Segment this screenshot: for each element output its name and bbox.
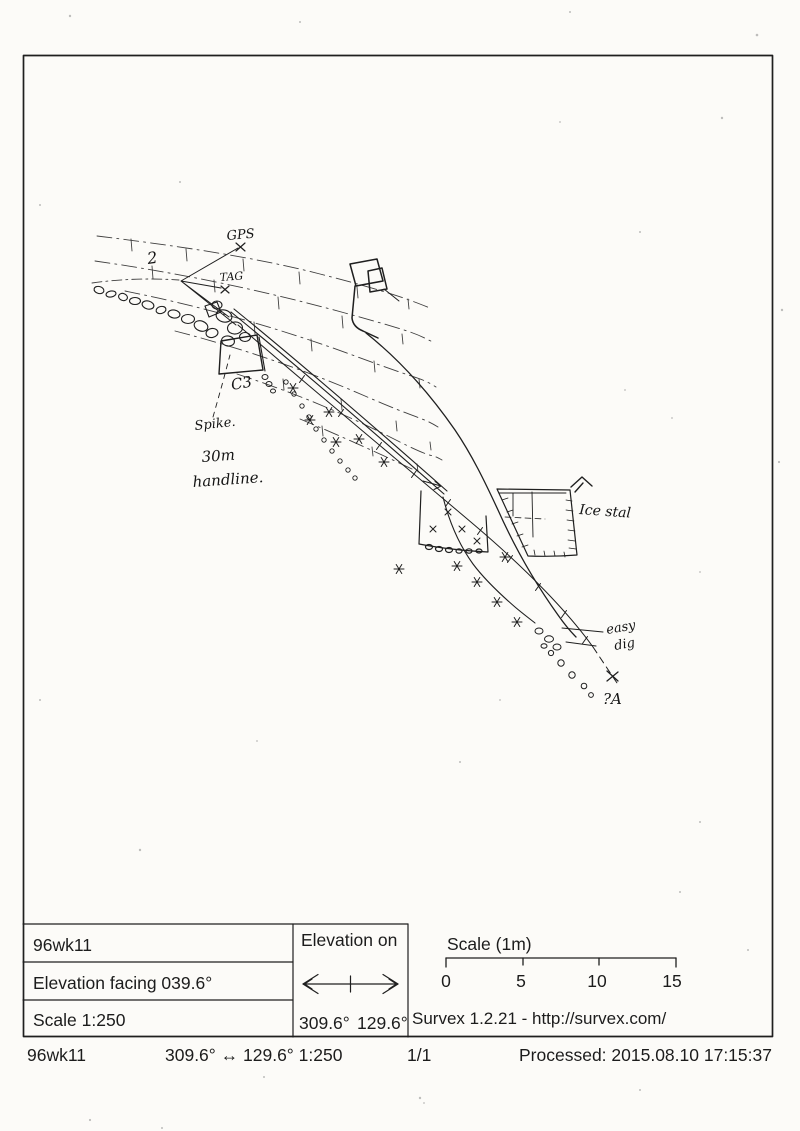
scale-tick-15: 15 — [662, 971, 682, 991]
view-cell: Elevation facing 039.6° — [33, 973, 213, 993]
dig-note: dig — [613, 635, 637, 654]
flow-arrow — [423, 481, 441, 490]
scale-bar-title: Scale (1m) — [447, 934, 532, 954]
scale-cell: Scale 1:250 — [33, 1010, 126, 1030]
vegetation-asterisks — [288, 384, 522, 627]
bearing-arrow-icon — [303, 975, 398, 994]
scale-tick-10: 10 — [587, 971, 607, 991]
qa-end-cross — [607, 671, 618, 681]
ice-stal-alcove — [497, 477, 592, 557]
title-block — [23, 924, 682, 1037]
spike-leader-line — [213, 355, 230, 417]
footer-bearing-range: 309.6° ↔ 129.6° 1:250 — [165, 1045, 343, 1065]
handline-double-path — [231, 309, 447, 494]
tag-station-cross — [221, 286, 229, 293]
footer-processed-timestamp: Processed: 2015.08.10 17:15:37 — [519, 1045, 772, 1065]
gps-station-cross — [236, 243, 245, 251]
bearing-left-value: 309.6° — [299, 1013, 350, 1033]
scale-tick-5: 5 — [516, 971, 526, 991]
c3-label: C3 — [229, 372, 254, 394]
survey-centreline — [238, 325, 618, 683]
survex-credit: Survex 1.2.21 - http://survex.com/ — [412, 1009, 667, 1028]
easy-note: easy — [605, 618, 637, 638]
spike-note: Spike. — [193, 414, 237, 434]
scale-bar-ruler — [446, 958, 676, 967]
survey-leg-lines — [181, 243, 245, 325]
tag-label: TAG — [219, 269, 244, 284]
rope-length-note: 30m — [201, 445, 236, 466]
easy-dig-area — [535, 628, 603, 697]
handline-note: handline. — [192, 468, 264, 491]
scale-bar — [441, 934, 682, 991]
qa-label: ?A — [603, 690, 622, 708]
gps-label: GPS — [226, 226, 256, 244]
boulder-field — [93, 285, 250, 347]
footer-page-number: 1/1 — [407, 1045, 432, 1065]
station-2-label: 2 — [145, 247, 159, 268]
scan-noise — [39, 11, 783, 1129]
page-border — [24, 56, 773, 1037]
scale-tick-0: 0 — [441, 971, 451, 991]
handwritten-labels — [145, 227, 637, 708]
bearing-right-value: 129.6° — [357, 1013, 408, 1033]
footer-row — [27, 1045, 772, 1065]
survey-sketch — [92, 227, 637, 708]
lower-shaft-box — [419, 481, 488, 553]
elevation-on-label: Elevation on — [301, 930, 398, 950]
passage-wall-curves — [366, 333, 576, 637]
ice-stal-note: Ice stal — [578, 502, 632, 522]
footer-survey-name: 96wk11 — [27, 1045, 87, 1065]
survey-name-cell: 96wk11 — [33, 935, 93, 955]
